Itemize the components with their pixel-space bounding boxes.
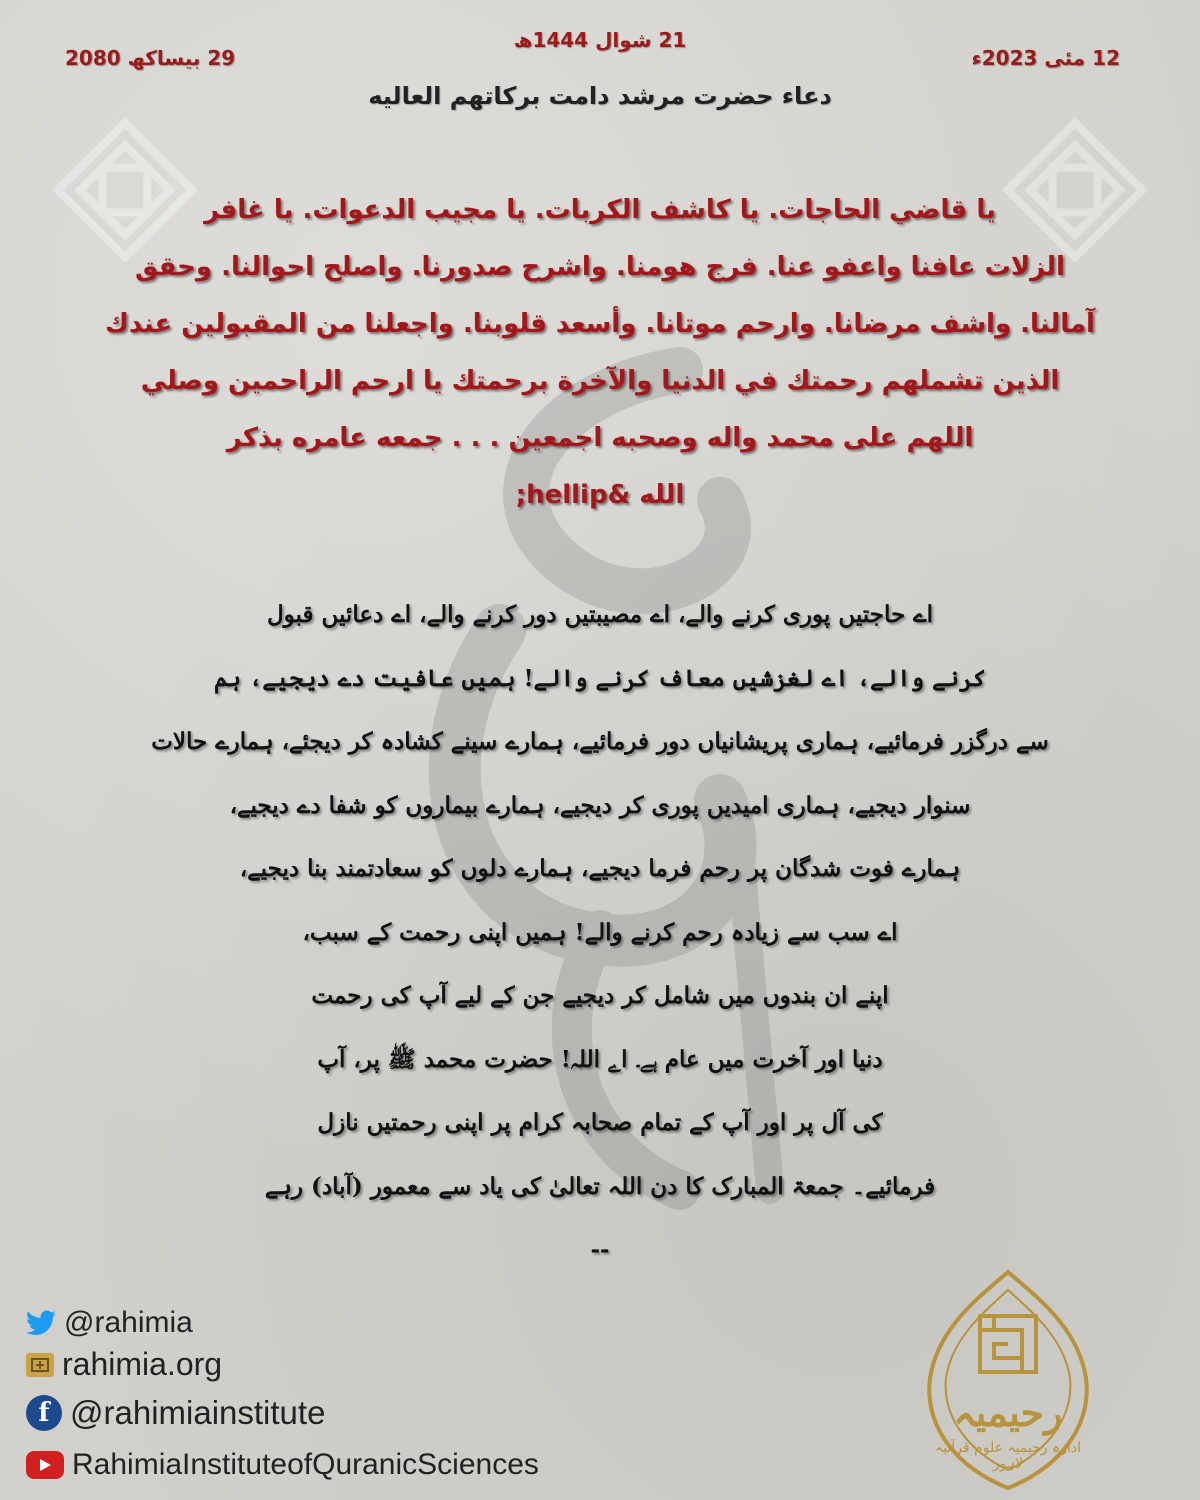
- arabic-line: آمالنا. واشف مرضانا. وارحم موتانا. وأسعد قلوبنا. واجعلنا من المقبولين عندك: [105, 309, 1095, 339]
- urdu-line: اے حاجتیں پوری کرنے والے، اے مصیبتیں دور کرنے والے، اے دعائیں قبول: [266, 601, 934, 628]
- urdu-line: اے سب سے زیادہ رحم کرنے والے! ہمیں اپنی رحمت کے سبب،: [302, 918, 898, 946]
- arabic-line: اللهم على محمد واله وصحبه اجمعين . . . جمعه عامره بذكر: [226, 423, 974, 453]
- social-youtube[interactable]: [26, 1448, 539, 1482]
- twitter-icon: [26, 1309, 56, 1337]
- urdu-line: اپنے ان بندوں میں شامل کر دیجیے جن کے لیے آپ کی رحمت: [311, 982, 889, 1009]
- urdu-line: ہمارے فوت شدگان پر رحم فرما دیجیے، ہمارے دلوں کو سعادتمند بنا دیجیے،: [239, 855, 961, 882]
- arabic-line: الله &hellip;: [515, 480, 685, 510]
- urdu-line: فرمائیے۔ جمعۃ المبارک کا دن اللہ تعالیٰ کی یاد سے معمور (آباد) رہے: [264, 1172, 936, 1200]
- social-twitter[interactable]: [26, 1306, 193, 1340]
- arabic-line: الزلات عافنا واعفو عنا. فرج هومنا. واشرح صدورنا. واصلح احوالنا. وحقق: [135, 252, 1065, 282]
- logo-name: رحیمیہ: [953, 1390, 1063, 1435]
- urdu-line: کی آل پر اور آپ کے تمام صحابہ کرام پر اپنی رحمتیں نازل: [317, 1109, 883, 1136]
- facebook-icon: f: [26, 1395, 62, 1431]
- website-url: rahimia.org: [62, 1346, 223, 1382]
- urdu-translation: [120, 583, 1080, 1282]
- date-gregorian: 12 مئی 2023ء: [971, 46, 1120, 70]
- arabic-dua: [70, 182, 1130, 524]
- arabic-line: الذين تشملهم رحمتك في الدنيا والآخرة برحمتك يا ارحم الراحمين وصلي: [140, 366, 1060, 396]
- urdu-line: دنیا اور آخرت میں عام ہے۔ اے اللہ! حضرت محمد ﷺ پر، آپ: [317, 1045, 883, 1073]
- logo-subtitle: ادارہ رحیمیہ علوم قرآنیہ لاہور: [934, 1440, 1081, 1472]
- twitter-handle: @rahimia: [64, 1306, 193, 1339]
- urdu-line: سے درگزر فرمائیے، ہماری پریشانیاں دور فرمائیے، ہمارے سینے کشادہ کر دیجئے، ہمارے حالات: [151, 728, 1049, 755]
- date-bikrami: 29 بیساکھ 2080: [65, 46, 236, 70]
- social-facebook[interactable]: [26, 1394, 325, 1432]
- youtube-icon: [26, 1451, 64, 1479]
- date-hijri: 21 شوال 1444ھ: [513, 28, 687, 52]
- urdu-line: کرنے والے، اے لغزشیں معاف کرنے والے! ہمیں عافیت دے دیجیے، ہم: [213, 664, 986, 692]
- facebook-handle: @rahimiainstitute: [70, 1394, 326, 1431]
- urdu-line: --: [590, 1236, 610, 1263]
- youtube-channel: RahimiaInstituteofQuranicSciences: [72, 1448, 539, 1481]
- arabic-line: يا قاضي الحاجات. يا كاشف الكربات. يا مجيب الدعوات. يا غافر: [204, 195, 996, 225]
- social-website[interactable]: [26, 1346, 222, 1383]
- urdu-line: سنوار دیجیے، ہماری امیدیں پوری کر دیجیے، ہمارے بیماروں کو شفا دے دیجیے،: [229, 791, 971, 819]
- web-icon: [26, 1353, 54, 1377]
- dua-title: دعاء حضرت مرشد دامت بركاتهم العاليه: [368, 82, 832, 110]
